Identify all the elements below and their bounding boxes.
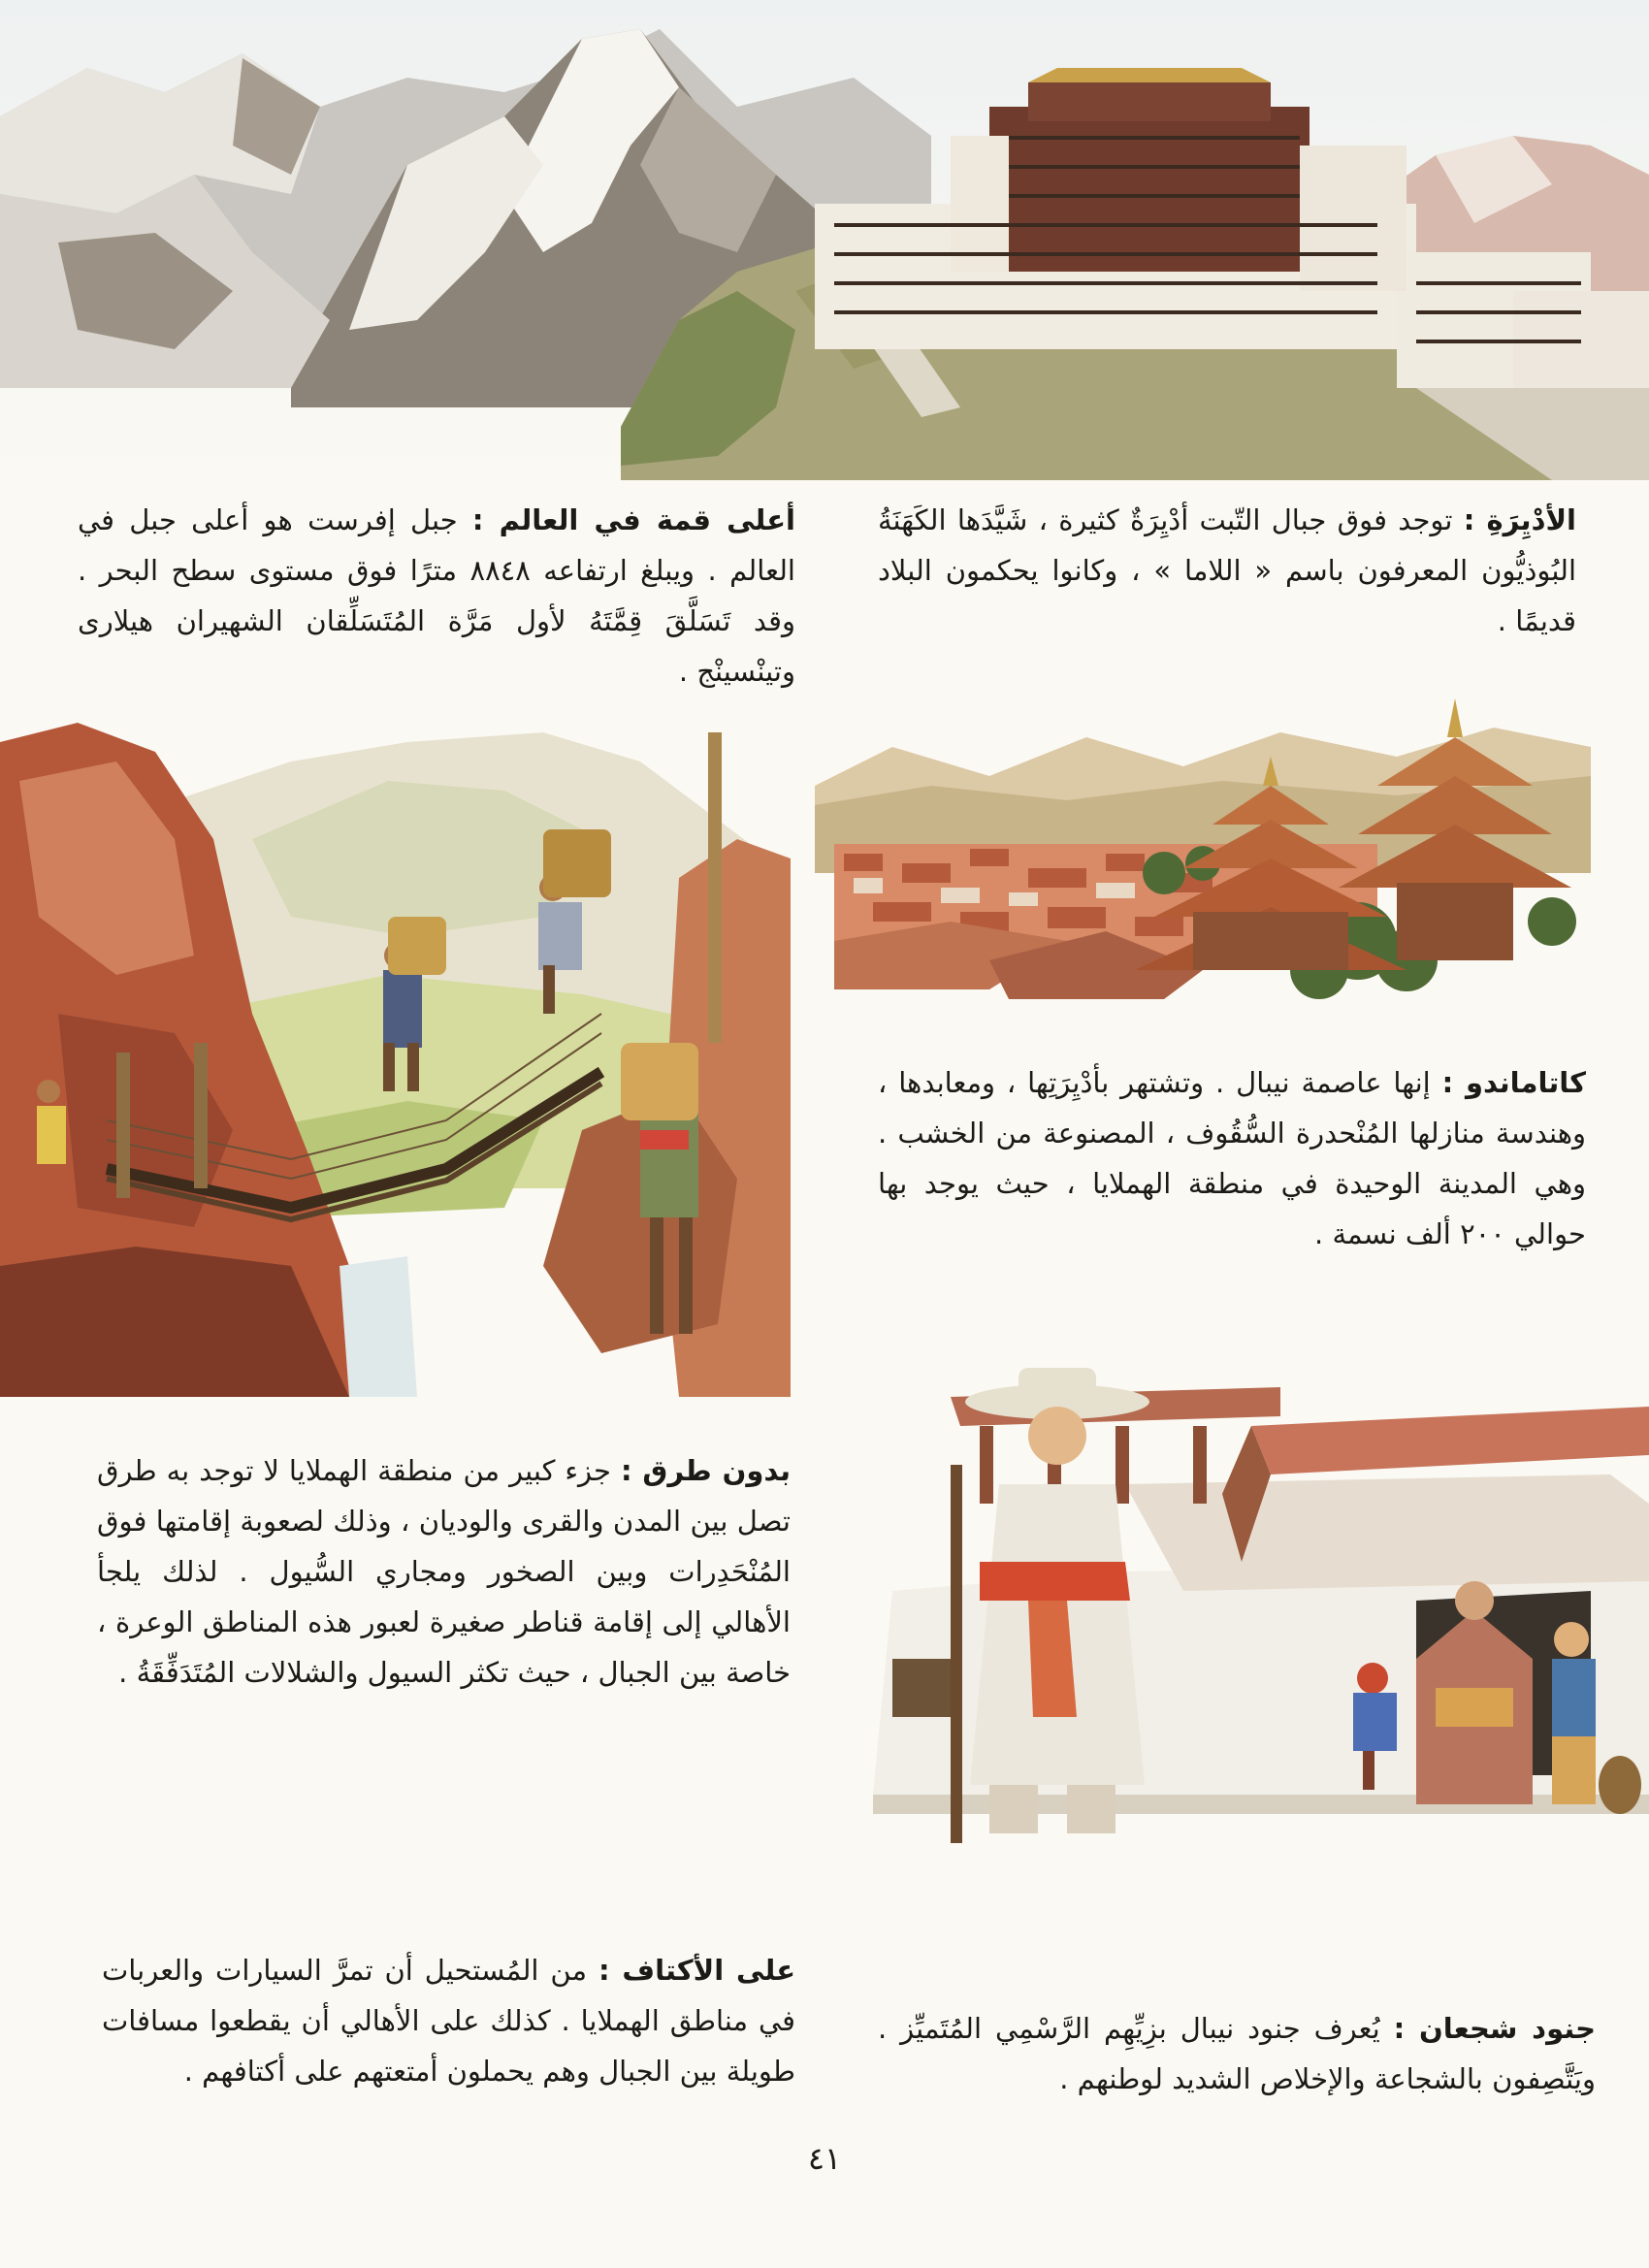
on-shoulders-paragraph xyxy=(102,1945,795,2096)
kathmandu-heading: كاتاماندو : xyxy=(1441,1066,1586,1099)
page-number: ٤١ xyxy=(807,2140,842,2177)
monasteries-body: توجد فوق جبال التّبت أدْيِرَةٌ كثيرة ، شَيَّدَها الكَهَنَةُ البُوذيُّون المعرفون باسم « اللاما » ، وكانوا يحكمون البلاد قديمًا . xyxy=(878,503,1576,637)
kathmandu-body: إنها عاصمة نيبال . وتشتهر بأدْيِرَتِها ، ومعابدها ، وهندسة منازلها المُنْحدرة السُّقُوف ، المصنوعة من الخشب . وهي المدينة الوحيدة في منطقة الهملايا ، حيث يوجد بها حوالي ٢٠٠ ألف نسمة . xyxy=(878,1066,1586,1250)
no-roads-heading: بدون طرق : xyxy=(620,1454,791,1487)
on-shoulders-body: من المُستحيل أن تمرَّ السيارات والعربات في مناطق الهملايا . كذلك على الأهالي أن يقطعوا مسافات طويلة بين الجبال وهم يحملون أمتعتهم على أكتافهم . xyxy=(102,1954,795,2088)
no-roads-paragraph xyxy=(97,1445,791,1698)
himalaya-monastery-illustration xyxy=(0,0,1649,480)
monasteries-heading: الأدْيِرَةِ : xyxy=(1463,503,1576,536)
monasteries-paragraph xyxy=(878,495,1576,646)
highest-peak-heading: أعلى قمة في العالم : xyxy=(471,503,795,536)
no-roads-body: جزء كبير من منطقة الهملايا لا توجد به طرق تصل بين المدن والقرى والوديان ، وذلك لصعوبة إقامتها فوق المُنْحَدِرات وبين الصخور ومجاري السُّيول . لذلك يلجأ الأهالي إلى إقامة قناطر صغيرة لعبور هذه المناطق الوعرة ، خاصة بين الجبال ، حيث تكثر السيول والشلالات المُتَدَفِّقَةُ . xyxy=(97,1454,791,1689)
on-shoulders-heading: على الأكتاف : xyxy=(598,1954,796,1987)
brave-soldiers-heading: جنود شجعان : xyxy=(1393,2012,1596,2045)
brave-soldiers-paragraph xyxy=(878,2003,1596,2104)
kathmandu-city-illustration xyxy=(815,679,1591,1009)
highest-peak-paragraph xyxy=(78,495,795,697)
nepali-soldier-illustration xyxy=(834,1368,1649,1872)
highest-peak-body: جبل إفرست هو أعلى جبل في العالم . ويبلغ ارتفاعه ٨٨٤٨ مترًا فوق مستوى سطح البحر . وقد تَسَلَّقَ قِمَّتَهُ لأول مَرَّة المُتَسَلِّقان الشهيران هيلارى وتينْسينْج . xyxy=(78,503,795,688)
kathmandu-paragraph xyxy=(878,1057,1586,1259)
rope-bridge-illustration xyxy=(0,723,791,1397)
brave-soldiers-body: يُعرف جنود نيبال بزِيِّهِم الرَّسْمِي المُتَميِّز . ويَتَّصِفون بالشجاعة والإخلاص الشديد لوطنهم . xyxy=(878,2012,1596,2095)
